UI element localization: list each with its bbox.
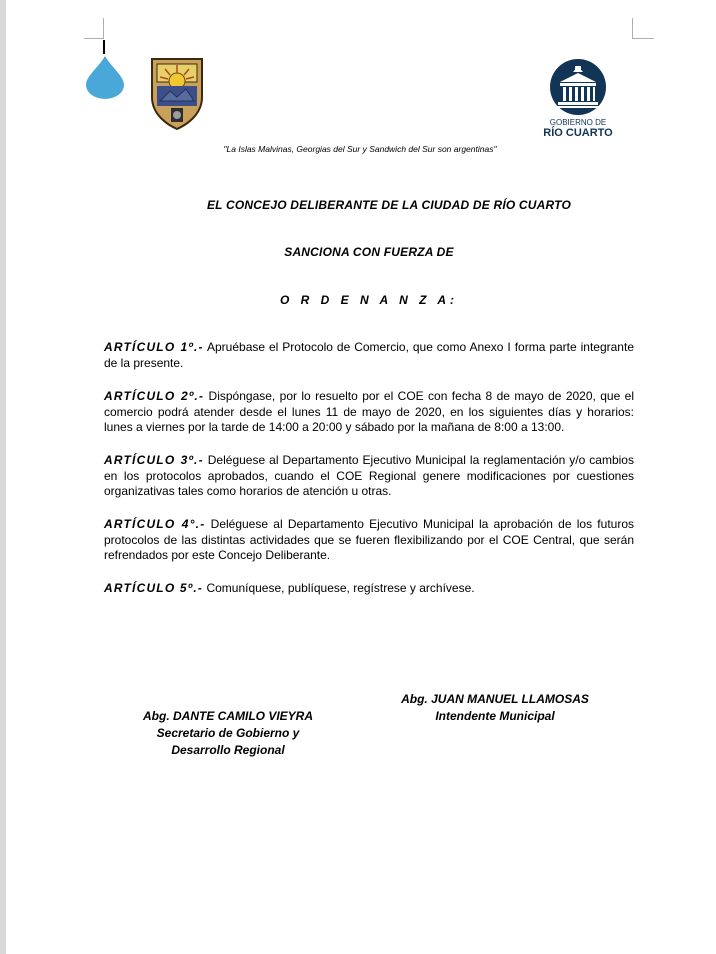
title-line-1: EL CONCEJO DELIBERANTE DE LA CIUDAD DE RÍO CUARTO — [206, 198, 572, 212]
article-label: ARTÍCULO 3º.- — [104, 453, 204, 467]
signature-left-role-1: Secretario de Gobierno y — [156, 726, 300, 740]
article-4 — [104, 517, 634, 564]
crop-mark-top-left-h — [84, 38, 104, 39]
article-text: Deléguese al Departamento Ejecutivo Municipal la aprobación de los futuros protocolos de las distintas actividades que se fueren flexibilizando por el COE Central, que serán refrendados por este Concejo Deliberante. — [104, 517, 634, 562]
motto: "La Islas Malvinas, Georgias del Sur y Sandwich del Sur son argentinas" — [223, 144, 497, 154]
article-label: ARTÍCULO 1º.- — [104, 340, 204, 354]
article-label: ARTÍCULO 4°.- — [104, 517, 206, 531]
coat-of-arms-icon — [146, 53, 208, 131]
article-text: Deléguese al Departamento Ejecutivo Municipal la reglamentación y/o cambios en los protocolos aprobados, cuando el COE Regional genere modificaciones por cuestiones organizativas tales como horarios de atención u otras. — [104, 453, 634, 498]
logo-big-text: RÍO CUARTO — [543, 127, 613, 139]
article-1 — [104, 340, 634, 371]
crop-mark-top-right — [632, 18, 633, 38]
crop-mark-top-left — [103, 18, 104, 38]
signature-left — [118, 708, 338, 759]
article-text: Dispóngase, por lo resuelto por el COE con fecha 8 de mayo de 2020, que el comercio podrá atender desde el lunes 11 de mayo de 2020, en los siguientes días y horarios: lunes a viernes por la tarde de 14:00 a 20:00 y sábado por la mañana de 8:00 a 13:00. — [104, 389, 634, 434]
article-label: ARTÍCULO 2º.- — [104, 389, 205, 403]
article-2 — [104, 389, 634, 436]
signature-left-role-2: Desarrollo Regional — [171, 743, 285, 757]
article-label: ARTÍCULO 5º.- — [104, 581, 204, 595]
text-cursor — [103, 40, 105, 54]
government-logo — [540, 58, 616, 140]
article-text: Comuníquese, publíquese, regístrese y archívese. — [203, 581, 475, 595]
signature-right — [370, 691, 620, 725]
crop-mark-top-right-h — [632, 38, 654, 39]
article-text: Apruébase el Protocolo de Comercio, que como Anexo I forma parte integrante de la presente. — [104, 340, 634, 370]
signature-right-role: Intendente Municipal — [435, 709, 555, 723]
article-3 — [104, 453, 634, 500]
title-line-2: SANCIONA CON FUERZA DE — [284, 245, 454, 259]
signature-right-name: Abg. JUAN MANUEL LLAMOSAS — [401, 692, 589, 706]
signature-left-name: Abg. DANTE CAMILO VIEYRA — [143, 709, 313, 723]
title-line-3: O R D E N A N Z A: — [280, 293, 458, 307]
article-5 — [104, 581, 634, 597]
municipal-building-icon — [548, 58, 608, 116]
page-left-edge — [0, 0, 6, 954]
logo-small-text: GOBIERNO DE — [549, 118, 607, 127]
water-drop-icon — [84, 54, 126, 100]
